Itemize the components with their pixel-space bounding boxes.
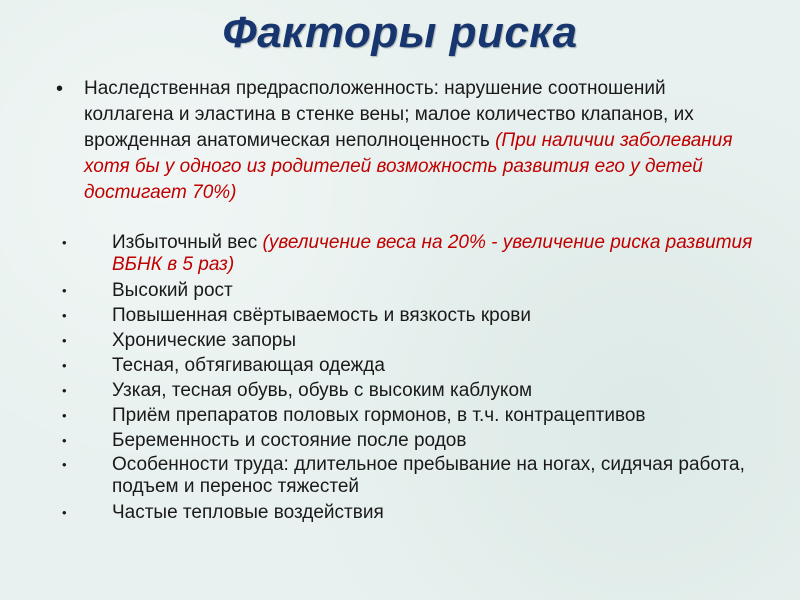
list-item — [56, 501, 756, 525]
bullet-icon: • — [62, 433, 67, 448]
bullet-icon: • — [56, 78, 64, 100]
bullet-icon: • — [62, 383, 67, 398]
bullet-icon: • — [62, 333, 67, 348]
bullet-icon: • — [62, 408, 67, 423]
item-text: Тесная, обтягивающая одежда — [112, 355, 385, 376]
list-item — [56, 404, 756, 428]
item-note: (увеличение веса на 20% - увеличение риска развития ВБНК в 5 раз) — [112, 232, 753, 275]
bullet-icon: • — [62, 457, 67, 472]
bullet-icon: • — [62, 358, 67, 373]
list-item — [56, 454, 756, 498]
item-text: Высокий рост — [112, 280, 233, 301]
item-text: Беременность и состояние после родов — [112, 430, 467, 451]
list-item — [56, 379, 756, 403]
item-text: Повышенная свёртываемость и вязкость крови — [112, 305, 531, 326]
item-text: Хронические запоры — [112, 330, 297, 351]
item-text: Избыточный вес — [112, 232, 263, 253]
item-text: Особенности труда: длительное пребывание на ногах, сидячая работа, подъем и перенос тяжестей — [112, 454, 745, 497]
bullet-icon: • — [62, 505, 67, 520]
list-item — [56, 232, 756, 276]
risk-factor-list — [56, 232, 756, 526]
item-text: Приём препаратов половых гормонов, в т.ч. контрацептивов — [112, 405, 646, 426]
bullet-icon: • — [62, 308, 67, 323]
list-item — [56, 429, 756, 453]
bullet-icon: • — [62, 283, 67, 298]
list-item — [56, 279, 756, 303]
list-item — [56, 304, 756, 328]
list-item — [56, 329, 756, 353]
item-text: Наследственная предрасположенность: нарушение соотношений коллагена и эластина в стенке вены; малое количество клапанов, их врожденная анатомическая неполноценность — [84, 78, 694, 151]
bullet-icon: • — [62, 235, 67, 250]
list-item-heredity — [56, 76, 756, 206]
item-text: Частые тепловые воздействия — [112, 502, 384, 523]
item-note: (При наличии заболевания хотя бы у одного из родителей возможность развития его у детей достигает 70%) — [84, 130, 733, 203]
list-item — [56, 354, 756, 378]
slide-title: Факторы риска — [222, 8, 578, 57]
item-text: Узкая, тесная обувь, обувь с высоким каблуком — [112, 380, 533, 401]
